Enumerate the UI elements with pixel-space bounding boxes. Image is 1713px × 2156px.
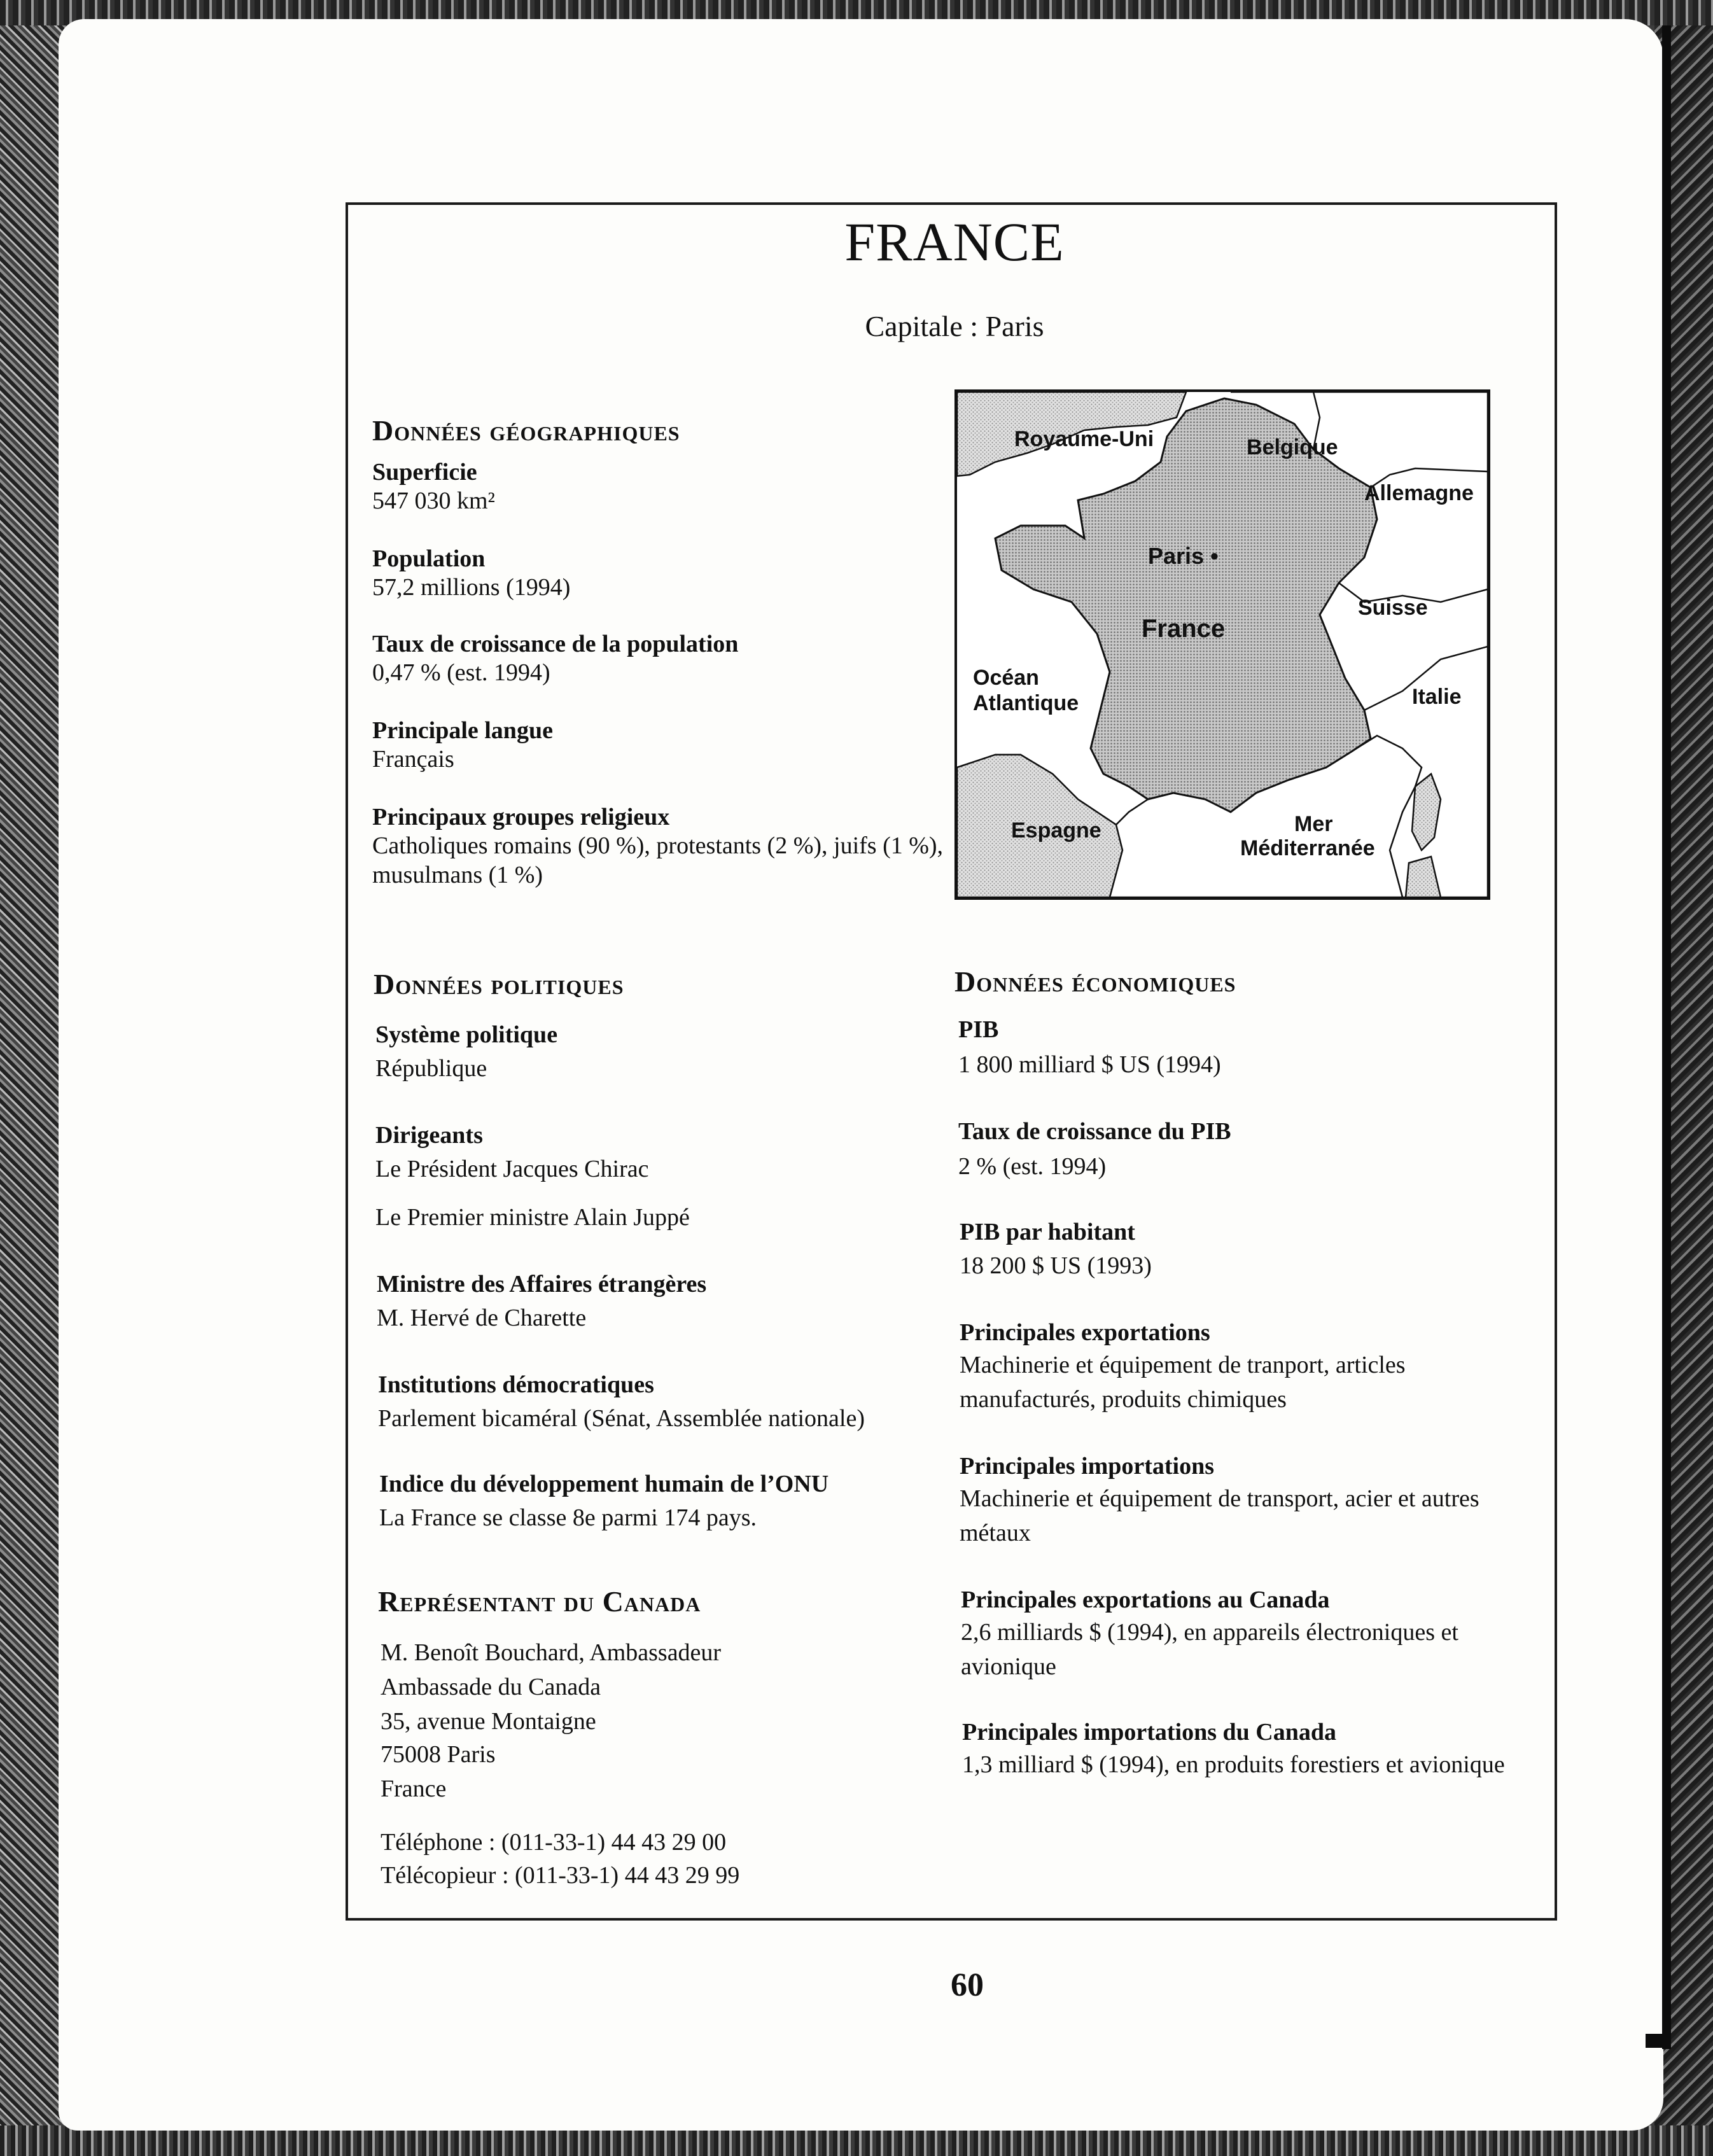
pol-value-idh: La France se classe 8e parmi 174 pays. (379, 1504, 757, 1531)
rep-address-line-1: M. Benoît Bouchard, Ambassadeur (381, 1639, 722, 1666)
eco-label-pib: PIB (958, 1016, 999, 1043)
pol-value-systeme: République (375, 1055, 487, 1082)
map-label-italie: Italie (1412, 685, 1462, 709)
eco-value-pib-habitant: 18 200 $ US (1993) (960, 1252, 1152, 1279)
geo-label-population: Population (372, 545, 486, 572)
geo-value-croissance: 0,47 % (est. 1994) (372, 659, 550, 686)
eco-label-import-canada: Principales importations du Canada (962, 1719, 1337, 1746)
map-label-mer: Mer (1294, 812, 1333, 836)
pol-label-institutions: Institutions démocratiques (378, 1371, 654, 1398)
eco-value-importations-2: métaux (960, 1520, 1031, 1546)
book-binding (1662, 25, 1671, 2049)
eco-value-import-canada: 1,3 milliard $ (1994), en produits forestiers et avionique (962, 1751, 1505, 1778)
rep-address-line-3: 35, avenue Montaigne (381, 1708, 596, 1735)
eco-label-exportations: Principales exportations (960, 1319, 1210, 1346)
pol-label-systeme: Système politique (375, 1021, 558, 1048)
eco-value-exportations-1: Machinerie et équipement de tranport, articles (960, 1352, 1406, 1378)
pol-value-premier-ministre: Le Premier ministre Alain Juppé (375, 1204, 690, 1231)
pol-label-dirigeants: Dirigeants (375, 1122, 483, 1149)
map-label-ocean: Océan (973, 666, 1039, 690)
eco-value-importations-1: Machinerie et équipement de transport, acier et autres (960, 1485, 1479, 1512)
rep-address-line-2: Ambassade du Canada (381, 1674, 601, 1700)
geo-value-superficie: 547 030 km² (372, 487, 495, 514)
rep-phone: Téléphone : (011-33-1) 44 43 29 00 (381, 1829, 727, 1856)
map-graphic (957, 392, 1488, 897)
geo-label-religion: Principaux groupes religieux (372, 804, 670, 830)
pol-label-ministre: Ministre des Affaires étrangères (377, 1271, 707, 1298)
map-label-mediterranee: Méditerranée (1240, 836, 1375, 860)
map-island-sardinia (1406, 857, 1441, 897)
map-label-royaume-uni: Royaume-Uni (1014, 427, 1154, 451)
page-number: 60 (951, 1967, 984, 2003)
geo-label-superficie: Superficie (372, 459, 477, 486)
map-country-france (995, 398, 1377, 812)
rep-heading: Représentant du Canada (378, 1585, 701, 1618)
pol-value-president: Le Président Jacques Chirac (375, 1156, 649, 1182)
eco-value-export-canada-1: 2,6 milliards $ (1994), en appareils électroniques et (961, 1619, 1458, 1646)
map-label-paris: Paris • (1148, 543, 1219, 569)
pol-label-idh: Indice du développement humain de l’ONU (379, 1471, 829, 1497)
pol-value-ministre: M. Hervé de Charette (377, 1305, 587, 1331)
geo-value-population: 57,2 millions (1994) (372, 574, 571, 601)
eco-value-export-canada-2: avionique (961, 1653, 1056, 1680)
rep-fax: Télécopieur : (011-33-1) 44 43 29 99 (381, 1862, 740, 1889)
eco-label-croissance: Taux de croissance du PIB (958, 1118, 1231, 1145)
geo-value-langue: Français (372, 746, 454, 773)
eco-value-pib: 1 800 milliard $ US (1994) (958, 1051, 1221, 1078)
capital-subtitle: Capitale : Paris (865, 310, 1044, 342)
geo-heading: Données géographiques (372, 414, 680, 447)
france-map (954, 389, 1490, 900)
page-title: FRANCE (844, 211, 1065, 272)
map-label-france: France (1142, 615, 1226, 643)
map-label-belgique: Belgique (1247, 435, 1338, 459)
pol-heading: Données politiques (374, 968, 624, 1000)
eco-heading: Données économiques (954, 965, 1236, 998)
rep-address-line-5: France (381, 1775, 447, 1802)
geo-label-croissance: Taux de croissance de la population (372, 631, 739, 657)
map-label-espagne: Espagne (1011, 818, 1101, 843)
geo-label-langue: Principale langue (372, 717, 553, 744)
map-label-atlantique: Atlantique (973, 691, 1079, 715)
rep-address-line-4: 75008 Paris (381, 1741, 496, 1768)
map-island-corsica (1412, 774, 1441, 850)
eco-value-croissance: 2 % (est. 1994) (958, 1153, 1107, 1180)
pol-value-institutions: Parlement bicaméral (Sénat, Assemblée nationale) (378, 1405, 865, 1432)
eco-value-exportations-2: manufacturés, produits chimiques (960, 1386, 1287, 1413)
book-binding-corner (1646, 2034, 1671, 2048)
eco-label-pib-habitant: PIB par habitant (960, 1219, 1135, 1245)
eco-label-importations: Principales importations (960, 1453, 1215, 1480)
geo-value-religion-2: musulmans (1 %) (372, 862, 543, 888)
geo-value-religion-1: Catholiques romains (90 %), protestants (2 %), juifs (1 %), (372, 832, 944, 859)
eco-label-export-canada: Principales exportations au Canada (961, 1586, 1330, 1613)
map-label-suisse: Suisse (1358, 596, 1428, 620)
map-label-allemagne: Allemagne (1364, 481, 1474, 505)
